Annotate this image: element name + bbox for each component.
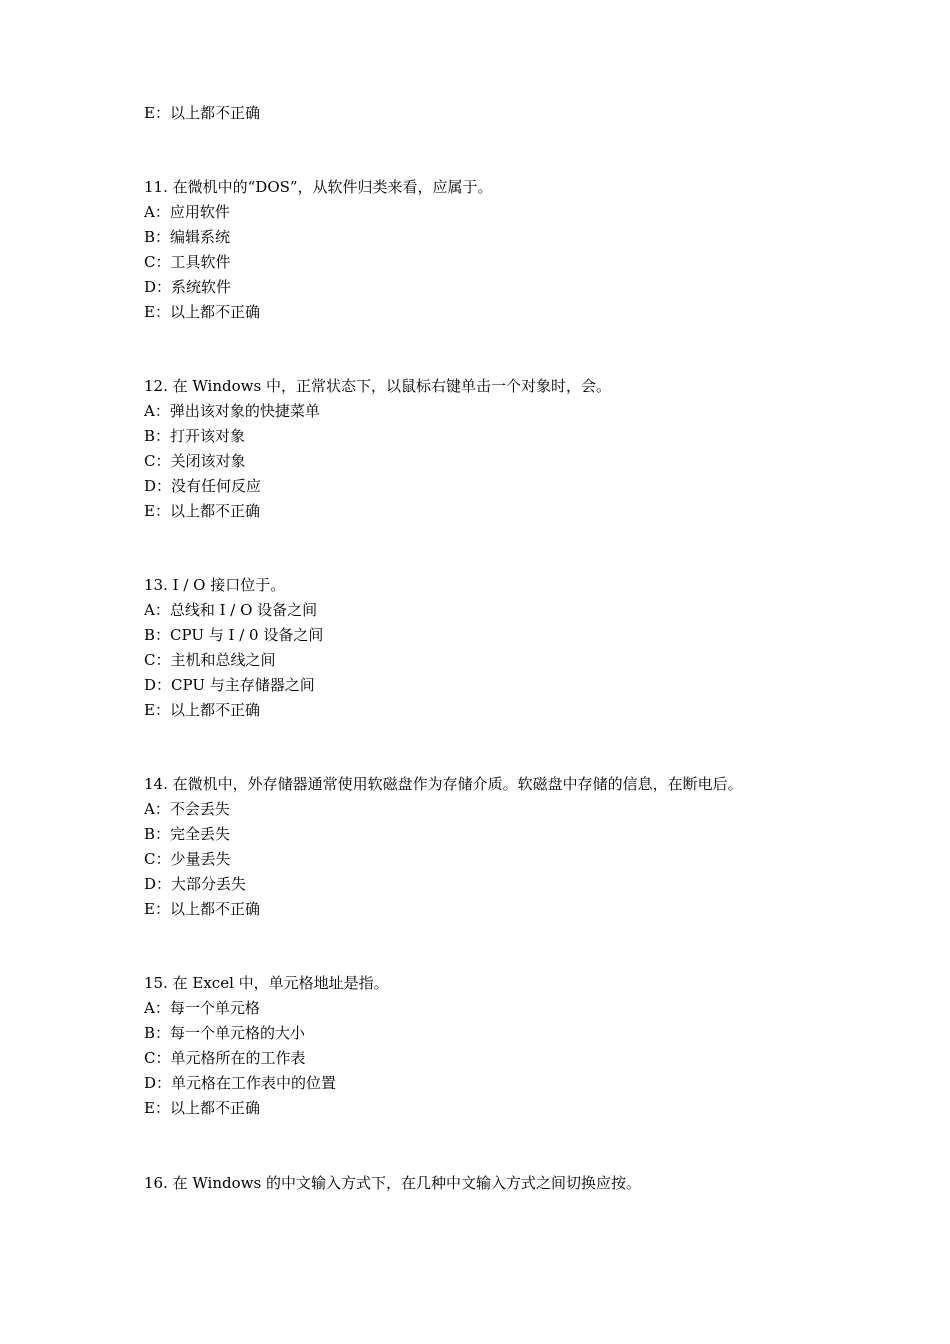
q12-option-c: C：关闭该对象 bbox=[144, 452, 246, 470]
q15-option-b: B：每一个单元格的大小 bbox=[144, 1024, 306, 1042]
q13-option-b: B：CPU 与 I / 0 设备之间 bbox=[144, 626, 324, 644]
q14-option-e: E：以上都不正确 bbox=[144, 900, 260, 918]
question-14: 14. 在微机中，外存储器通常使用软磁盘作为存储介质。软磁盘中存储的信息，在断电后。 bbox=[144, 775, 743, 793]
q14-option-c: C：少量丢失 bbox=[144, 850, 231, 868]
q15-option-c: C：单元格所在的工作表 bbox=[144, 1049, 306, 1067]
q15-option-d: D：单元格在工作表中的位置 bbox=[144, 1074, 337, 1092]
question-13: 13. I / O 接口位于。 bbox=[144, 576, 286, 594]
question-11: 11. 在微机中的“DOS”，从软件归类来看，应属于。 bbox=[144, 178, 493, 196]
q14-option-b: B：完全丢失 bbox=[144, 825, 231, 843]
q13-option-c: C：主机和总线之间 bbox=[144, 651, 276, 669]
question-15: 15. 在 Excel 中，单元格地址是指。 bbox=[144, 974, 389, 992]
q11-option-a: A：应用软件 bbox=[144, 203, 230, 221]
q12-option-b: B：打开该对象 bbox=[144, 427, 246, 445]
q13-option-a: A：总线和 I / O 设备之间 bbox=[144, 601, 318, 619]
q11-option-e: E：以上都不正确 bbox=[144, 303, 260, 321]
q11-option-d: D：系统软件 bbox=[144, 278, 232, 296]
question-12: 12. 在 Windows 中，正常状态下，以鼠标右键单击一个对象时，会。 bbox=[144, 377, 611, 395]
q15-option-a: A：每一个单元格 bbox=[144, 999, 260, 1017]
q11-option-b: B：编辑系统 bbox=[144, 228, 231, 246]
q12-option-a: A：弹出该对象的快捷菜单 bbox=[144, 402, 320, 420]
q14-option-d: D：大部分丢失 bbox=[144, 875, 247, 893]
q15-option-e: E：以上都不正确 bbox=[144, 1099, 260, 1117]
q14-option-a: A：不会丢失 bbox=[144, 800, 230, 818]
q13-option-d: D：CPU 与主存储器之间 bbox=[144, 676, 315, 694]
option-e-previous: E：以上都不正确 bbox=[144, 104, 260, 122]
q11-option-c: C：工具软件 bbox=[144, 253, 231, 271]
q12-option-e: E：以上都不正确 bbox=[144, 502, 260, 520]
question-16: 16. 在 Windows 的中文输入方式下，在几种中文输入方式之间切换应按。 bbox=[144, 1174, 641, 1192]
q13-option-e: E：以上都不正确 bbox=[144, 701, 260, 719]
q12-option-d: D：没有任何反应 bbox=[144, 477, 262, 495]
